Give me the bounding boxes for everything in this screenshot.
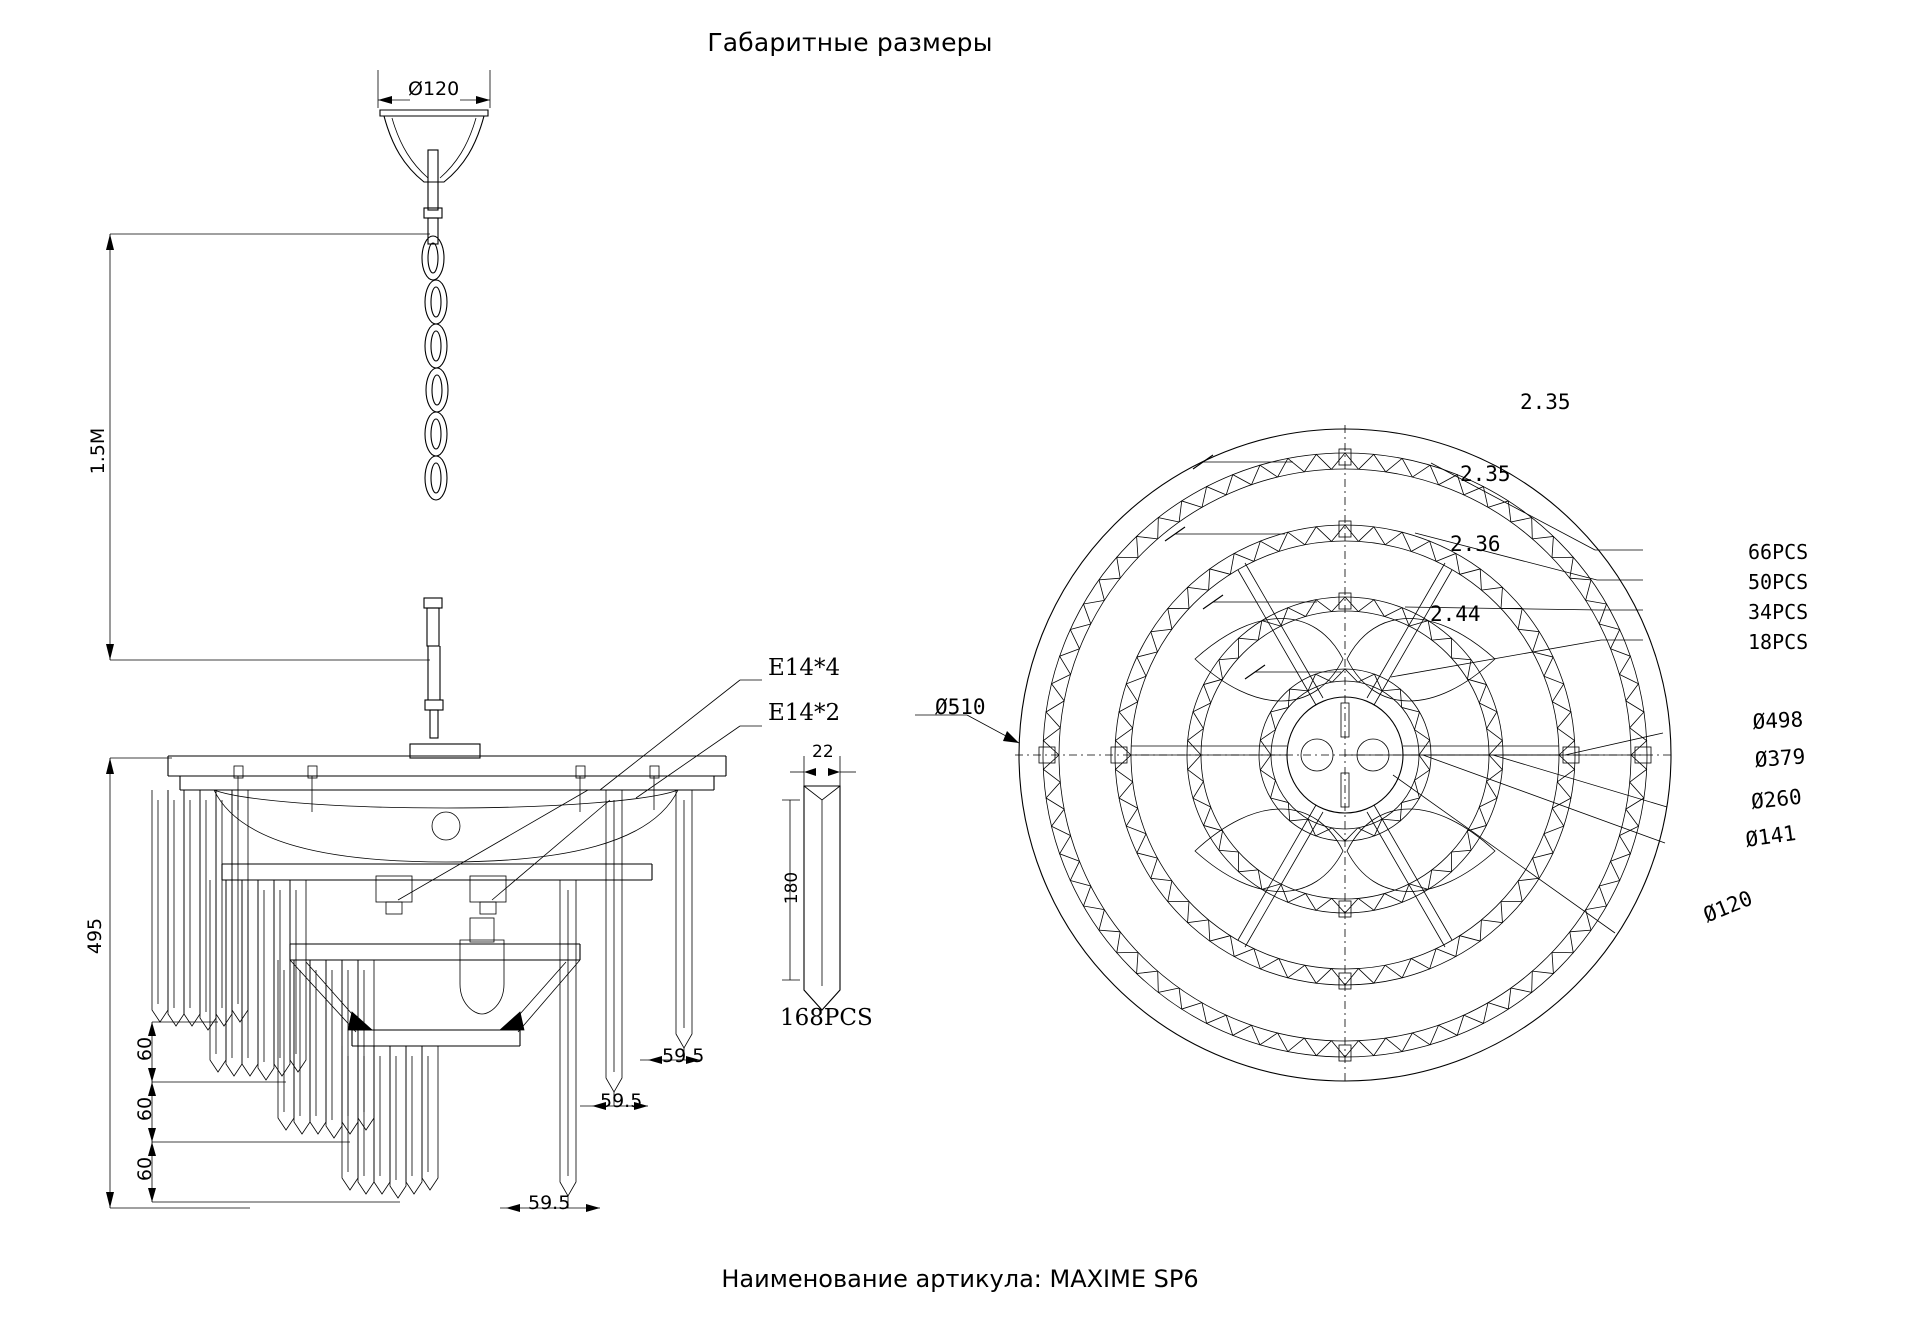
page-footer: Наименование артикула: MAXIME SP6	[721, 1265, 1199, 1293]
label-pitch-2: 2.35	[1460, 462, 1511, 486]
label-pitch-4: 2.44	[1430, 602, 1481, 626]
label-total-height: 495	[84, 917, 106, 955]
label-crystal-offset-2: 59.5	[600, 1090, 643, 1112]
label-crystal-offset-1: 59.5	[662, 1045, 705, 1067]
front-view-group	[106, 70, 762, 1212]
label-diameter-260: Ø260	[1750, 784, 1803, 814]
label-pitch-1: 2.35	[1520, 390, 1571, 414]
label-tier-offset-2: 60	[134, 1096, 156, 1122]
label-diameter-498: Ø498	[1752, 707, 1804, 734]
label-crystal-quantity: 168PCS	[780, 1005, 873, 1031]
label-crystal-height: 180	[782, 871, 802, 905]
label-count-66: 66PCS	[1748, 540, 1809, 564]
page-title: Габаритные размеры	[707, 28, 993, 57]
label-crystal-offset-3: 59.5	[528, 1192, 571, 1214]
label-crystal-width: 22	[812, 742, 834, 762]
label-diameter-510: Ø510	[935, 695, 986, 719]
label-drop-length: 1.5M	[87, 427, 109, 475]
label-count-34: 34PCS	[1748, 600, 1809, 624]
label-tier-offset-1: 60	[134, 1036, 156, 1062]
label-tier-offset-3: 60	[134, 1156, 156, 1182]
label-socket-e14-4: E14*4	[768, 655, 841, 681]
label-diameter-379: Ø379	[1754, 744, 1807, 772]
label-socket-e14-2: E14*2	[768, 700, 841, 726]
label-count-18: 18PCS	[1748, 630, 1809, 654]
label-pitch-3: 2.36	[1450, 532, 1501, 556]
label-diameter-120: Ø120	[1700, 886, 1756, 928]
label-count-50: 50PCS	[1748, 570, 1809, 594]
label-diameter-141: Ø141	[1744, 820, 1798, 852]
label-canopy-diameter: Ø120	[408, 78, 460, 100]
top-view-group	[915, 425, 1675, 1085]
